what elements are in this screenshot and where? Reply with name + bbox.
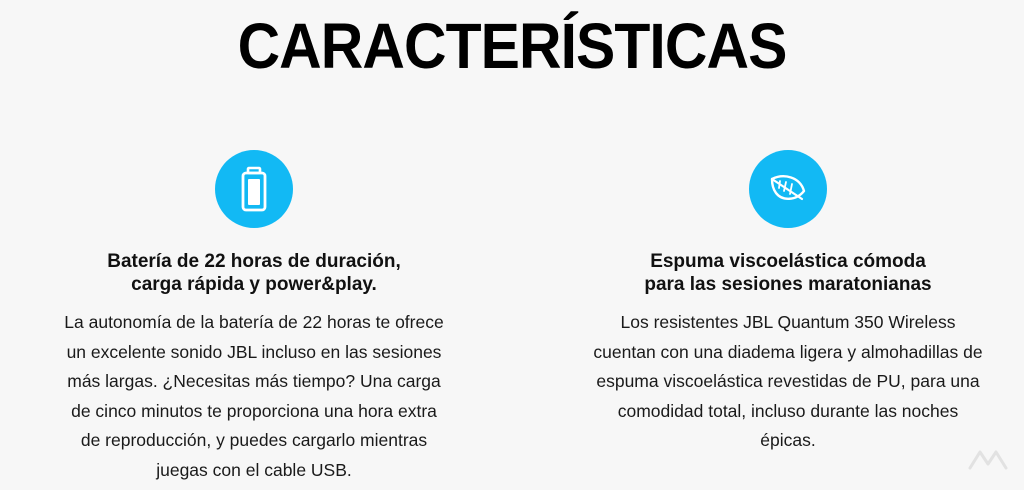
feature-description-line: cuentan con una diadema ligera y almohadillas de bbox=[593, 341, 983, 362]
section-heading: CARACTERÍSTICAS bbox=[237, 10, 787, 82]
feature-description-line: La autonomía de la batería de 22 horas te ofrece bbox=[64, 312, 444, 332]
feature-memory-foam bbox=[548, 150, 1024, 456]
feature-description-line: juegas con el cable USB. bbox=[156, 459, 352, 480]
feature-description-line: de cinco minutos te proporciona una hora extra bbox=[71, 400, 437, 421]
feature-description-line: espuma viscoelástica revestidas de PU, para una bbox=[596, 371, 980, 391]
battery-icon-badge bbox=[215, 150, 293, 228]
feature-title-line: Batería de 22 horas de duración, bbox=[107, 251, 401, 272]
battery-icon bbox=[234, 165, 274, 213]
feature-battery bbox=[14, 150, 494, 485]
feature-description-line: Los resistentes JBL Quantum 350 Wireless bbox=[620, 312, 956, 332]
feature-description-line: de reproducción, y puedes cargarlo mientras bbox=[80, 430, 428, 450]
watermark-icon bbox=[966, 446, 1010, 476]
feature-description-line: comodidad total, incluso durante las noches bbox=[617, 400, 959, 421]
feature-description-line: más largas. ¿Necesitas más tiempo? Una carga bbox=[67, 371, 441, 391]
feature-title-line: para las sesiones maratonianas bbox=[644, 274, 932, 295]
feather-icon bbox=[766, 169, 810, 209]
feature-description-line: épicas. bbox=[760, 430, 816, 450]
feature-title bbox=[14, 250, 494, 296]
feature-description bbox=[548, 308, 1024, 456]
feature-description bbox=[14, 308, 494, 485]
feature-title-line: Espuma viscoelástica cómoda bbox=[650, 251, 926, 272]
feather-icon-badge bbox=[749, 150, 827, 228]
feature-description-line: un excelente sonido JBL incluso en las sesiones bbox=[66, 341, 442, 362]
feature-title-line: carga rápida y power&play. bbox=[131, 274, 377, 295]
feature-title bbox=[548, 250, 1024, 296]
